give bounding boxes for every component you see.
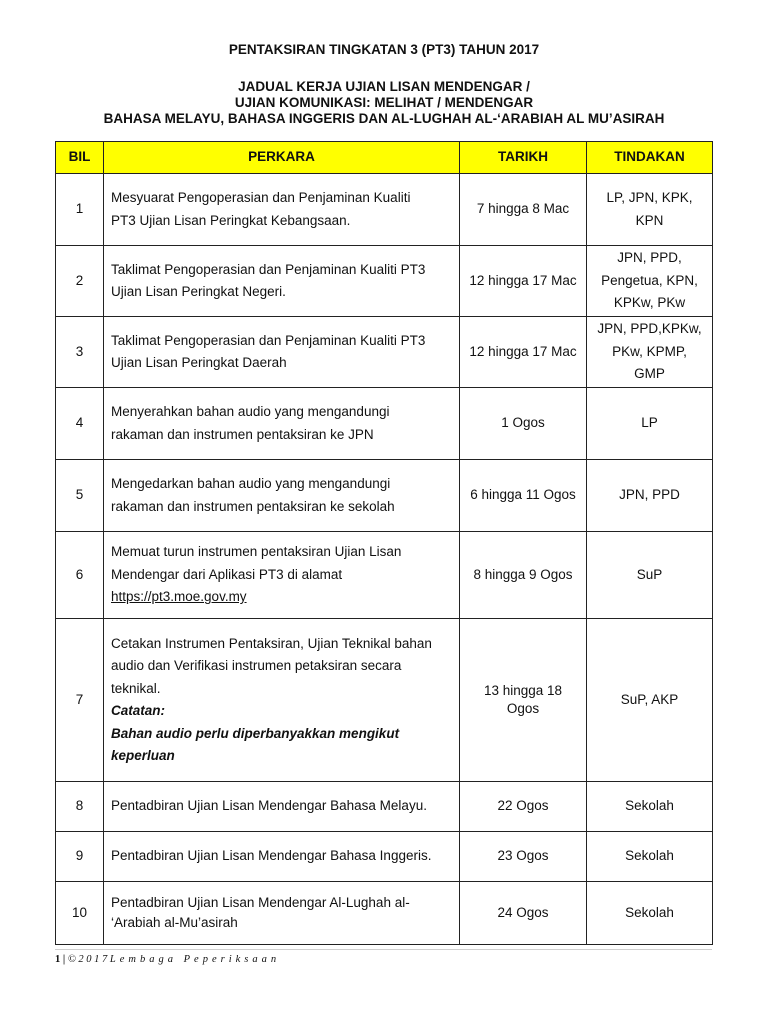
table-row	[56, 619, 713, 782]
table-row	[56, 782, 713, 832]
table-row	[56, 388, 713, 460]
tindakan-line: Sekolah	[625, 904, 674, 920]
row-perkara	[104, 782, 460, 832]
perkara-line: Mesyuarat Pengoperasian dan Penjaminan Kualiti	[111, 190, 411, 205]
schedule-heading-line-3: BAHASA MELAYU, BAHASA INGGERIS DAN AL-LUGHAH AL-‘ARABIAH AL MU’ASIRAH	[103, 111, 665, 126]
tindakan-line: GMP	[634, 366, 665, 382]
perkara-line: rakaman dan instrumen pentaksiran ke sekolah	[111, 498, 395, 514]
perkara-line: ‘Arabiah al-Mu’asirah	[111, 915, 238, 930]
row-perkara	[104, 174, 460, 246]
perkara-line: Taklimat Pengoperasian dan Penjaminan Kualiti PT3	[111, 332, 426, 348]
perkara-line: Memuat turun instrumen pentaksiran Ujian Lisan	[111, 544, 402, 560]
row-tindakan	[587, 532, 713, 619]
perkara-line: Cetakan Instrumen Pentaksiran, Ujian Teknikal bahan	[111, 635, 432, 651]
row-perkara	[104, 882, 460, 945]
tindakan-line: LP	[641, 415, 658, 431]
perkara-line: Pentadbiran Ujian Lisan Mendengar Bahasa Inggeris.	[111, 848, 432, 864]
row-tindakan	[587, 246, 713, 317]
note-line: Bahan audio perlu diperbanyakkan mengikut	[111, 725, 400, 741]
row-perkara	[104, 460, 460, 532]
perkara-line: audio dan Verifikasi instrumen petaksiran secara	[111, 658, 402, 673]
column-header-bil: BIL	[56, 142, 104, 174]
table-row	[56, 532, 713, 619]
row-tarikh: 8 hingga 9 Ogos	[460, 532, 587, 619]
row-tarikh: 22 Ogos	[460, 782, 587, 832]
tindakan-line: JPN, PPD,KPKw,	[597, 321, 702, 337]
table-header-row	[56, 142, 713, 174]
row-number: 2	[56, 246, 104, 317]
row-tindakan	[587, 832, 713, 882]
row-tindakan	[587, 619, 713, 782]
row-perkara	[104, 317, 460, 388]
perkara-line: Ujian Lisan Peringkat Daerah	[111, 355, 287, 370]
row-tindakan	[587, 782, 713, 832]
note-line: keperluan	[111, 748, 175, 763]
tindakan-line: LP, JPN, KPK,	[606, 190, 693, 205]
row-tarikh: 7 hingga 8 Mac	[460, 174, 587, 246]
tindakan-line: KPKw, PKw	[613, 295, 686, 311]
row-tindakan	[587, 388, 713, 460]
note-label: Catatan:	[111, 703, 166, 718]
row-tarikh: 12 hingga 17 Mac	[460, 246, 587, 317]
tindakan-line: SuP	[636, 566, 663, 582]
tindakan-line: Sekolah	[625, 848, 674, 864]
row-tindakan	[587, 460, 713, 532]
perkara-line: Menyerahkan bahan audio yang mengandungi	[111, 404, 390, 419]
tindakan-line: SuP, AKP	[620, 691, 679, 707]
row-number: 5	[56, 460, 104, 532]
perkara-line: Mengedarkan bahan audio yang mengandungi	[111, 476, 391, 491]
row-number: 9	[56, 832, 104, 882]
perkara-line: Pentadbiran Ujian Lisan Mendengar Al-Lughah al-	[111, 895, 410, 910]
row-perkara	[104, 246, 460, 317]
perkara-line: Ujian Lisan Peringkat Negeri.	[111, 284, 286, 299]
row-tarikh: 6 hingga 11 Ogos	[460, 460, 587, 532]
column-header-tindakan: TINDAKAN	[587, 142, 713, 174]
row-number: 3	[56, 317, 104, 388]
row-number: 7	[56, 619, 104, 782]
perkara-line: Taklimat Pengoperasian dan Penjaminan Kualiti PT3	[111, 261, 426, 277]
row-number: 6	[56, 532, 104, 619]
row-perkara	[104, 532, 460, 619]
tindakan-line: Pengetua, KPN,	[601, 272, 698, 288]
schedule-heading-line-2: UJIAN KOMUNIKASI: MELIHAT / MENDENGAR	[234, 95, 534, 110]
row-tarikh: 23 Ogos	[460, 832, 587, 882]
row-number: 1	[56, 174, 104, 246]
schedule-heading-line-1: JADUAL KERJA UJIAN LISAN MENDENGAR /	[238, 79, 530, 94]
row-tarikh: 1 Ogos	[460, 388, 587, 460]
perkara-line: Mendengar dari Aplikasi PT3 di alamat	[111, 566, 343, 582]
table-row	[56, 882, 713, 945]
row-perkara	[104, 832, 460, 882]
row-tindakan	[587, 317, 713, 388]
schedule-table	[55, 141, 713, 945]
row-tindakan	[587, 882, 713, 945]
row-tarikh: 12 hingga 17 Mac	[460, 317, 587, 388]
table-row	[56, 174, 713, 246]
organization-name: Lembaga Peperiksaan	[109, 954, 281, 965]
tarikh-line: 13 hingga 18	[483, 683, 563, 698]
table-row	[56, 832, 713, 882]
tindakan-line: JPN, PPD,	[617, 250, 682, 266]
page-footer	[55, 949, 712, 965]
copyright-year: © 2 0 1 7	[67, 954, 108, 965]
tindakan-line: JPN, PPD	[619, 487, 680, 503]
tindakan-line: KPN	[635, 212, 664, 228]
row-perkara	[104, 619, 460, 782]
row-number: 8	[56, 782, 104, 832]
row-tarikh: 24 Ogos	[460, 882, 587, 945]
pt3-website-link[interactable]: https://pt3.moe.gov.my	[111, 589, 247, 605]
perkara-line: Pentadbiran Ujian Lisan Mendengar Bahasa Melayu.	[111, 798, 427, 814]
tindakan-line: PKw, KPMP,	[612, 343, 687, 359]
perkara-line: teknikal.	[111, 680, 161, 696]
perkara-line: PT3 Ujian Lisan Peringkat Kebangsaan.	[111, 212, 351, 228]
tarikh-line: Ogos	[506, 701, 540, 716]
row-tindakan	[587, 174, 713, 246]
tindakan-line: Sekolah	[625, 798, 674, 814]
row-number: 4	[56, 388, 104, 460]
document-title: PENTAKSIRAN TINGKATAN 3 (PT3) TAHUN 2017	[228, 42, 540, 57]
perkara-line: rakaman dan instrumen pentaksiran ke JPN	[111, 426, 374, 442]
row-perkara	[104, 388, 460, 460]
page-number: 1 |	[55, 954, 68, 965]
table-row	[56, 246, 713, 317]
table-row	[56, 317, 713, 388]
row-number: 10	[56, 882, 104, 945]
column-header-perkara: PERKARA	[104, 142, 460, 174]
row-tarikh	[460, 619, 587, 782]
table-row	[56, 460, 713, 532]
column-header-tarikh: TARIKH	[460, 142, 587, 174]
